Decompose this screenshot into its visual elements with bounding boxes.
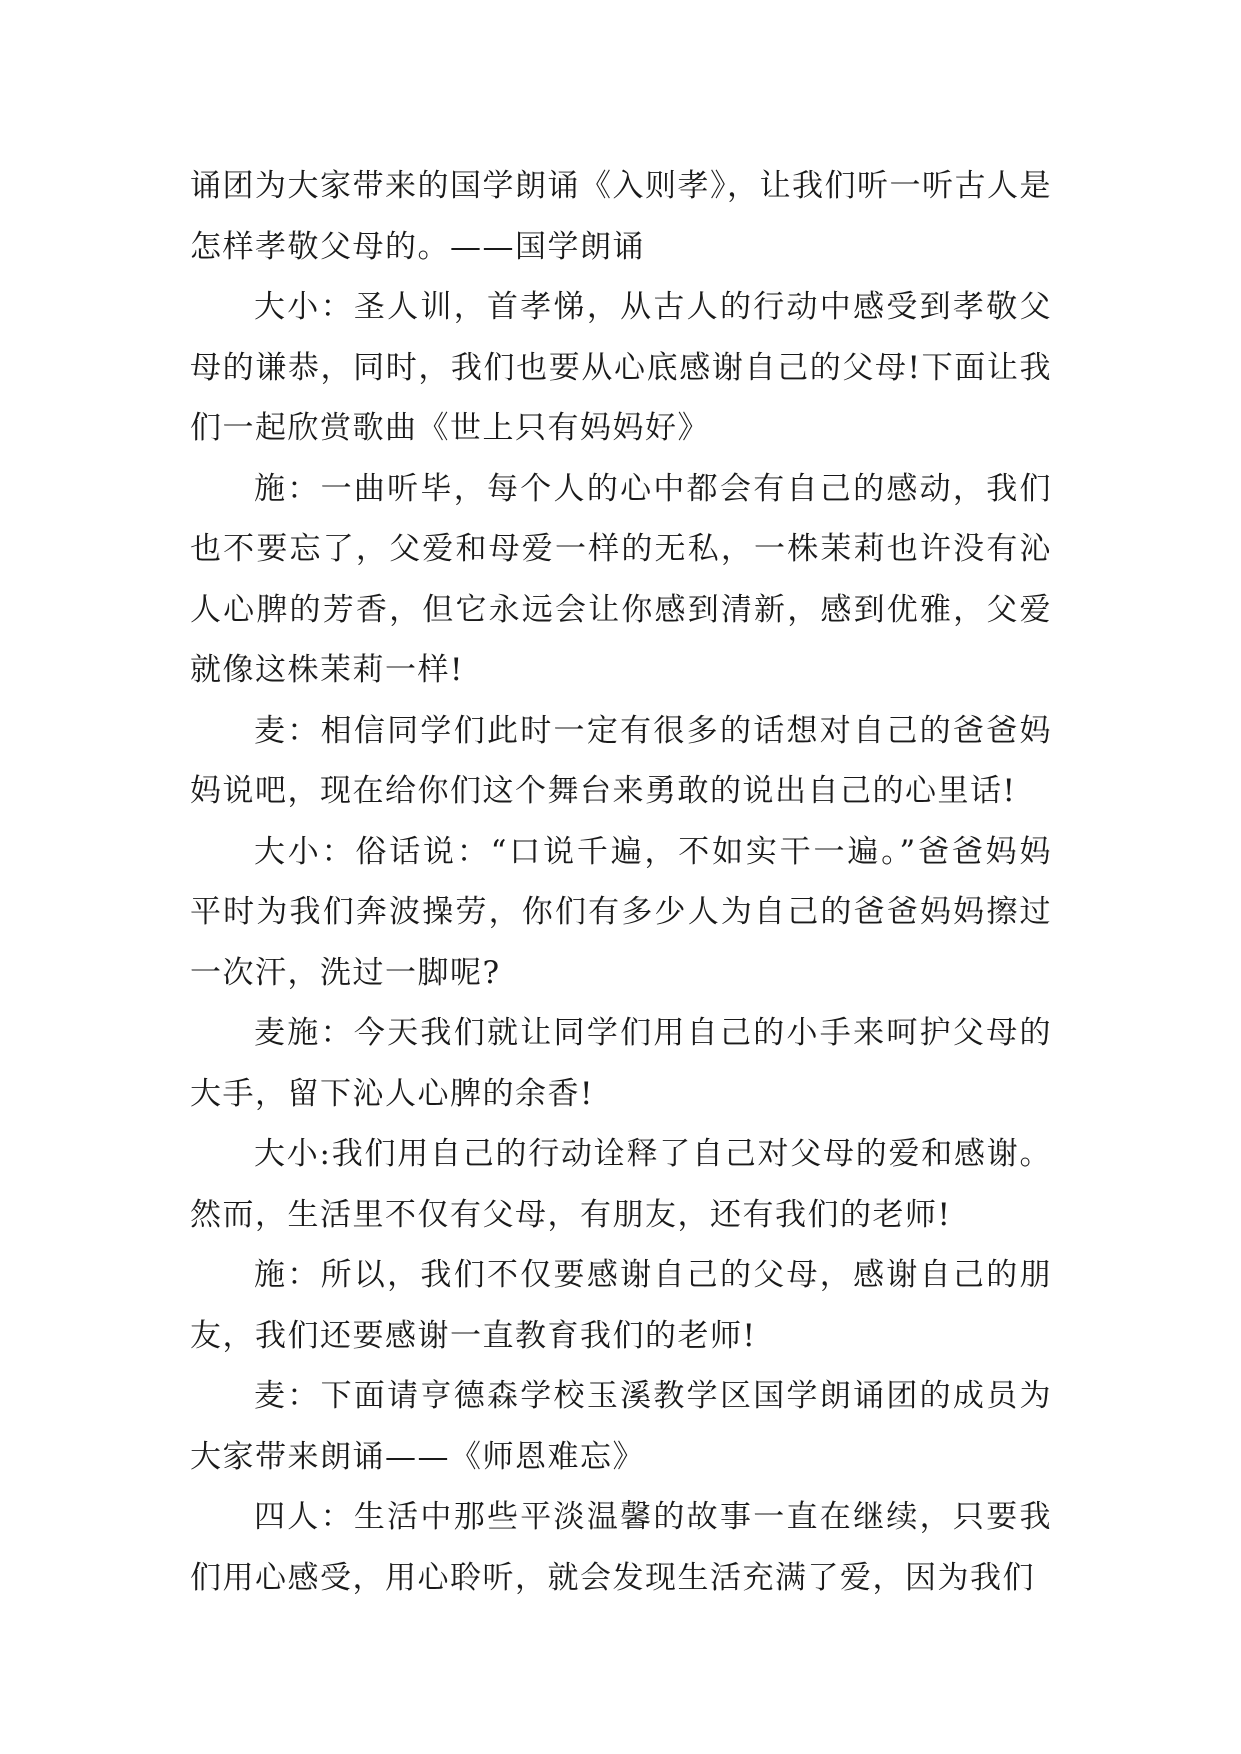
paragraph-2: 大小：圣人训，首孝悌，从古人的行动中感受到孝敬父母的谦恭，同时，我们也要从心底感谢自己的父母!下面让我们一起欣赏歌曲《世上只有妈妈好》 <box>190 289 1052 446</box>
paragraph-7: 大小:我们用自己的行动诠释了自己对父母的爱和感谢。然而，生活里不仅有父母，有朋友，还有我们的老师! <box>190 1136 1052 1233</box>
paragraph-1: 诵团为大家带来的国学朗诵《入则孝》，让我们听一听古人是怎样孝敬父母的。——国学朗诵 <box>190 168 1052 265</box>
paragraph-3: 施：一曲听毕，每个人的心中都会有自己的感动，我们也不要忘了，父爱和母爱一样的无私，一株茉莉也许没有沁人心脾的芳香，但它永远会让你感到清新，感到优雅，父爱就像这株茉莉一样! <box>190 470 1052 688</box>
paragraph-10: 四人：生活中那些平淡温馨的故事一直在继续，只要我们用心感受，用心聆听，就会发现生活充满了爱，因为我们 <box>190 1499 1052 1596</box>
document-body <box>190 156 1052 1608</box>
paragraph-4: 麦：相信同学们此时一定有很多的话想对自己的爸爸妈妈说吧，现在给你们这个舞台来勇敢的说出自己的心里话! <box>190 712 1052 809</box>
paragraph-8: 施：所以，我们不仅要感谢自己的父母，感谢自己的朋友，我们还要感谢一直教育我们的老师! <box>190 1257 1052 1354</box>
paragraph-6: 麦施：今天我们就让同学们用自己的小手来呵护父母的大手，留下沁人心脾的余香! <box>190 1015 1052 1112</box>
paragraph-5: 大小：俗话说：“口说千遍，不如实干一遍。”爸爸妈妈平时为我们奔波操劳，你们有多少人为自己的爸爸妈妈擦过一次汗，洗过一脚呢? <box>190 833 1052 991</box>
paragraph-9: 麦：下面请亨德森学校玉溪教学区国学朗诵团的成员为大家带来朗诵——《师恩难忘》 <box>190 1378 1052 1475</box>
